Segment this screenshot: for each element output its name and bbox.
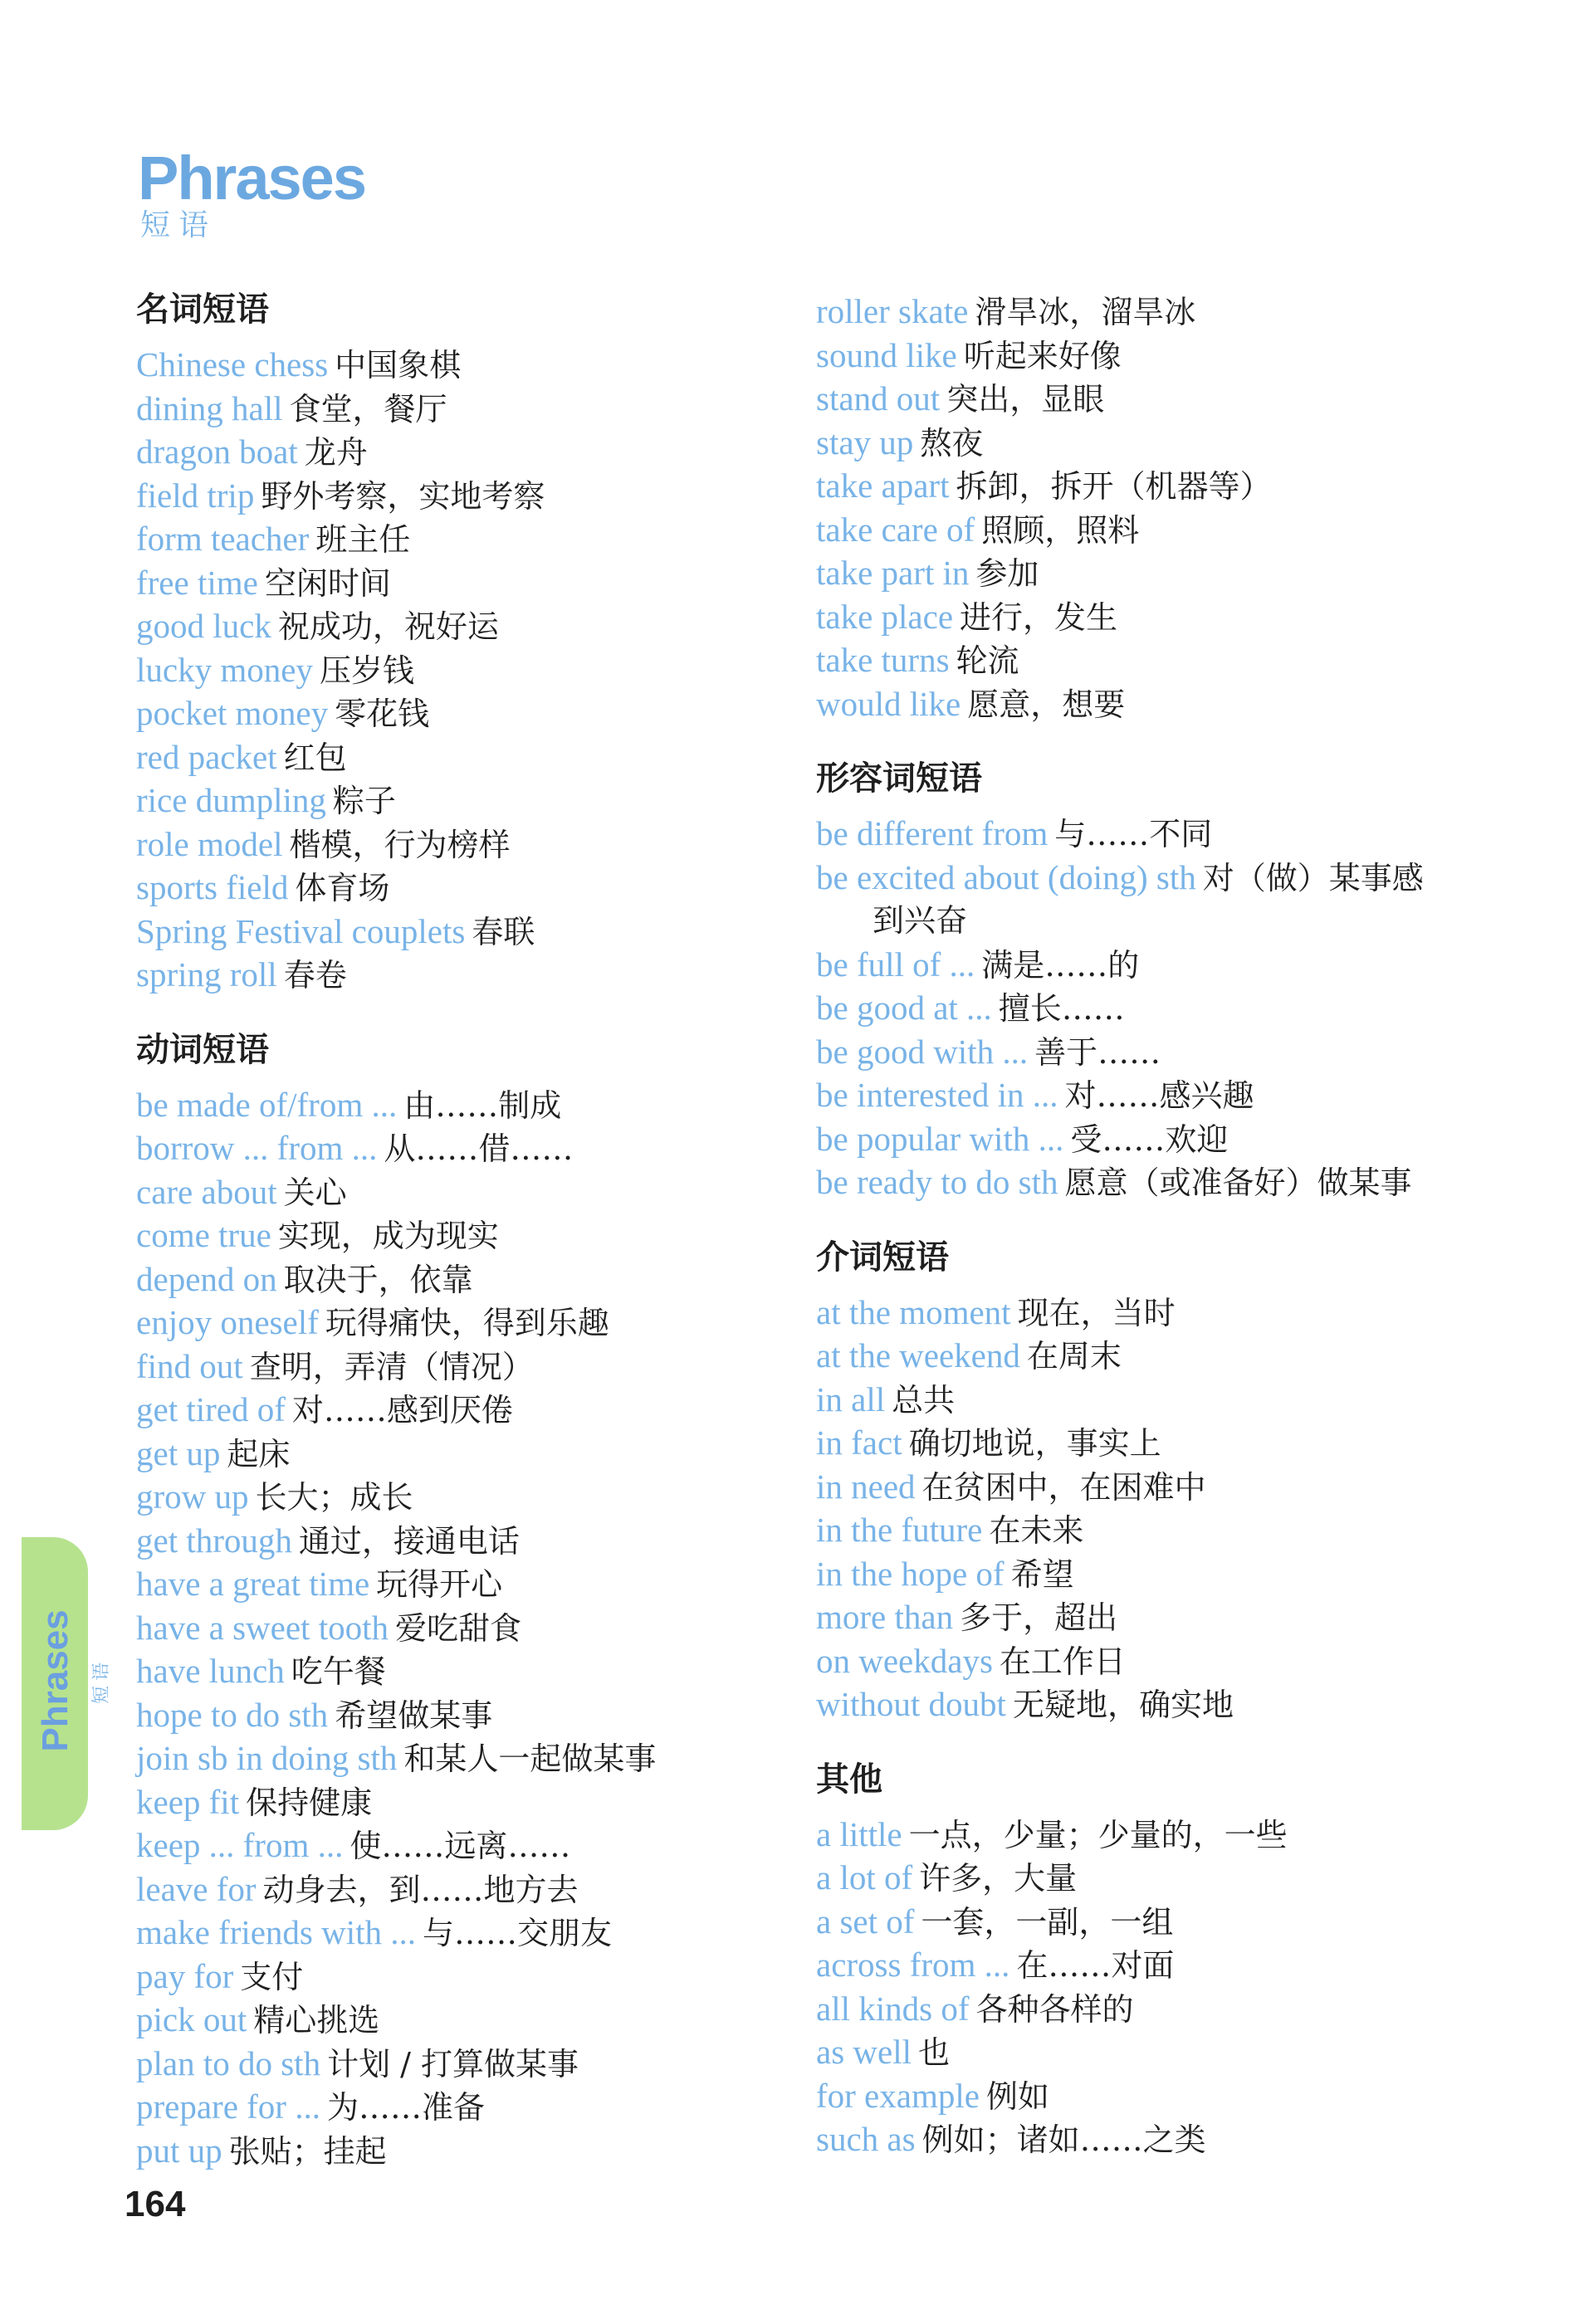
phrase-row [816,1856,1547,1900]
phrase-meaning: 听起来好像 [963,337,1122,374]
phrase-term: find out [136,1346,243,1385]
phrase-term: get up [136,1433,221,1472]
phrase-meaning: 在工作日 [999,1643,1126,1680]
phrase-section [816,757,1547,1204]
phrase-term: good luck [136,607,271,645]
phrase-meaning: 中国象棋 [335,347,462,383]
phrase-term: be good at ... [816,989,992,1027]
phrase-row [136,1213,792,1257]
phrase-term: at the moment [816,1292,1011,1331]
phrase-term: spring roll [136,955,277,994]
phrase-meaning: 在未来 [989,1512,1084,1549]
phrase-row [816,1508,1547,1552]
phrase-row [816,421,1547,465]
phrase-row [136,1649,792,1693]
phrase-meaning: 对……感到厌倦 [291,1392,513,1428]
phrase-row [136,1955,792,1999]
phrase-row [816,551,1547,595]
phrase-term: make friends with ... [136,1913,417,1951]
phrase-row [816,595,1547,639]
phrase-row [816,2074,1547,2118]
phrase-meaning: 轮流 [956,642,1019,679]
phrase-meaning: 与……交朋友 [423,1915,613,1951]
phrase-term: take turns [816,641,950,679]
phrase-meaning: 和某人一起做某事 [403,1741,657,1777]
phrase-meaning: 实现，成为现实 [277,1218,499,1254]
phrase-meaning: 擅长…… [998,990,1125,1027]
phrase-term: such as [816,2120,916,2158]
phrase-row [136,1868,792,1911]
phrase-meaning: 各种各样的 [975,1990,1134,2028]
phrase-term: borrow ... from ... [136,1129,378,1167]
phrase-row [136,343,792,387]
phrase-meaning: 支付 [240,1958,304,1995]
phrase-row [136,1170,792,1214]
phrase-meaning: 关心 [283,1174,347,1211]
phrase-term: dining hall [136,388,283,427]
phrase-meaning: 由……制成 [403,1086,562,1124]
section-heading: 其他 [816,1760,882,1799]
phrase-meaning: 压岁钱 [319,652,414,689]
phrase-row [816,1291,1547,1335]
phrase-term: would like [816,684,961,723]
phrase-term: be ready to do sth [816,1163,1058,1201]
phrase-meaning: 受……欢迎 [1070,1120,1229,1158]
phrase-meaning: 使……远离…… [350,1828,571,1864]
phrase-row [136,1388,792,1432]
phrase-row-continued [816,899,1547,943]
phrase-meaning: 希望做某事 [335,1697,493,1734]
phrase-meaning: 保持健康 [246,1784,373,1821]
phrase-meaning: 祝成功，祝好运 [277,608,499,645]
phrase-row [816,682,1547,726]
phrase-meaning: 张贴；挂起 [228,2132,387,2170]
phrase-meaning-continued: 到兴奋 [873,902,968,939]
phrase-meaning: 起床 [227,1435,291,1472]
phrase-meaning: 动身去，到……地方去 [262,1871,579,1908]
section-heading: 形容词短语 [816,759,982,798]
phrase-term: be excited about (doing) sth [816,857,1196,896]
phrase-row [136,2085,792,2129]
phrase-meaning: 滑旱冰，溜旱冰 [975,294,1196,330]
phrase-term: pay for [136,1956,234,1995]
phrase-term: get through [136,1521,292,1560]
side-tab-sublabel: 短语 [91,1657,112,1705]
phrase-meaning: 零花钱 [335,696,430,732]
phrase-meaning: 在……对面 [1016,1947,1175,1984]
phrase-meaning: 参加 [975,555,1039,592]
phrase-term: more than [816,1598,954,1636]
phrase-row [136,1432,792,1476]
phrase-row [136,1126,792,1170]
phrase-meaning: 粽子 [332,783,396,819]
phrase-row [816,1595,1547,1639]
phrase-meaning: 熬夜 [920,424,984,461]
phrase-row [816,334,1547,378]
phrase-term: have a great time [136,1565,370,1603]
phrase-meaning: 在贫困中，在困难中 [921,1468,1206,1506]
phrase-term: in all [816,1379,886,1418]
phrase-meaning: 愿意，想要 [967,686,1126,723]
phrase-section [136,288,792,997]
phrase-row [136,1301,792,1345]
phrase-meaning: 玩得痛快，得到乐趣 [325,1305,609,1341]
phrase-meaning: 许多，大量 [919,1860,1078,1897]
phrase-section [816,1236,1547,1726]
phrase-term: leave for [136,1869,257,1908]
phrase-term: roller skate [816,292,969,330]
phrase-row [816,1682,1547,1726]
phrase-term: all kinds of [816,1989,970,2028]
page-title: Phrases [138,144,365,212]
phrase-term: depend on [136,1259,277,1298]
phrase-meaning: 突出，显眼 [946,381,1105,417]
phrase-term: take part in [816,554,970,592]
phrase-term: sound like [816,335,957,374]
phrase-meaning: 精心挑选 [253,2002,380,2038]
phrase-row [816,986,1547,1030]
phrase-meaning: 例如；诸如……之类 [921,2121,1206,2158]
phrase-row [136,1562,792,1606]
phrase-term: across from ... [816,1946,1010,1984]
phrase-section [816,290,1547,725]
phrase-row [136,779,792,823]
phrase-row [816,1813,1547,1857]
phrase-row [136,1824,792,1868]
phrase-row [136,1736,792,1780]
phrase-term: keep ... from ... [136,1826,344,1864]
phrase-meaning: 与……不同 [1054,816,1213,852]
phrase-term: have a sweet tooth [136,1608,389,1647]
phrase-meaning: 满是……的 [981,946,1140,984]
phrase-term: without doubt [816,1685,1006,1723]
phrase-row [816,1943,1547,1987]
phrase-term: for example [816,2076,980,2115]
phrase-row [816,1160,1547,1204]
phrase-meaning: 龙舟 [304,434,368,471]
phrase-term: free time [136,563,258,602]
phrase-term: stand out [816,379,941,417]
phrase-meaning: 对（做）某事感 [1202,859,1424,896]
phrase-row [136,2129,792,2173]
phrase-term: get tired of [136,1390,286,1428]
phrase-meaning: 玩得开心 [376,1566,503,1603]
phrase-row [816,2030,1547,2074]
phrase-row [136,1606,792,1650]
phrase-term: in need [816,1467,916,1506]
phrase-row [816,812,1547,856]
phrase-meaning: 照顾，照料 [981,511,1140,549]
phrase-term: have lunch [136,1652,285,1690]
phrase-row [136,1693,792,1737]
section-heading: 名词短语 [136,290,269,329]
phrase-row [136,1345,792,1389]
phrase-term: role model [136,824,283,863]
phrase-section [816,1758,1547,2161]
phrase-meaning: 例如 [985,2077,1049,2115]
phrase-term: on weekdays [816,1641,993,1680]
phrase-row [816,1421,1547,1465]
phrase-row [136,910,792,954]
phrase-row [136,1519,792,1563]
phrase-meaning: 红包 [283,739,347,776]
phrase-term: grow up [136,1477,249,1516]
phrase-term: field trip [136,476,255,515]
phrase-row [816,1639,1547,1683]
phrase-row [816,1030,1547,1074]
phrase-term: prepare for ... [136,2087,320,2126]
left-column [136,288,792,2172]
phrase-row [816,377,1547,421]
phrase-meaning: 春卷 [283,957,347,994]
phrase-row [816,508,1547,552]
phrase-row [136,474,792,518]
phrase-row [136,1780,792,1824]
phrase-row [136,866,792,910]
phrase-meaning: 取决于，依靠 [283,1261,473,1298]
phrase-row [136,1911,792,1955]
phrase-row [816,290,1547,334]
phrase-term: form teacher [136,520,310,558]
phrase-meaning: 在周末 [1026,1338,1122,1374]
phrase-row [816,2117,1547,2161]
phrase-term: take care of [816,510,975,549]
phrase-meaning: 计划 / 打算做某事 [327,2045,579,2082]
phrase-meaning: 多于，超出 [960,1599,1118,1636]
phrase-row [136,735,792,779]
phrase-term: enjoy oneself [136,1303,319,1341]
phrase-row [136,430,792,474]
phrase-row [816,856,1547,900]
phrase-meaning: 现在，当时 [1017,1294,1176,1331]
phrase-term: be interested in ... [816,1076,1058,1114]
phrase-meaning: 班主任 [315,521,411,558]
phrase-term: a lot of [816,1858,913,1897]
phrase-term: pick out [136,2000,247,2038]
phrase-meaning: 愿意（或准备好）做某事 [1064,1164,1412,1201]
page-subtitle: 短语 [140,208,218,242]
phrase-meaning: 野外考察，实地考察 [261,477,545,515]
phrase-meaning: 爱吃甜食 [394,1609,521,1647]
phrase-meaning: 也 [918,2034,951,2071]
phrase-meaning: 一套，一副，一组 [921,1903,1174,1941]
phrase-row [816,1987,1547,2031]
phrase-row [136,2042,792,2086]
phrase-row [136,1475,792,1519]
phrase-meaning: 通过，接通电话 [298,1522,520,1560]
phrase-term: take place [816,597,954,636]
phrase-row [816,638,1547,682]
phrase-row [136,1257,792,1301]
phrase-term: be made of/from ... [136,1085,398,1124]
phrase-row [136,561,792,605]
phrase-row [816,1117,1547,1161]
phrase-row [136,1083,792,1127]
phrase-row [816,1552,1547,1596]
phrase-row [816,1465,1547,1509]
phrase-meaning: 对……感兴趣 [1064,1077,1254,1114]
phrase-meaning: 拆卸，拆开（机器等） [956,468,1272,505]
phrase-term: be full of ... [816,945,975,984]
phrase-term: rice dumpling [136,781,326,819]
phrase-term: in the future [816,1511,983,1549]
phrase-meaning: 食堂，餐厅 [289,390,447,427]
phrase-term: sports field [136,868,289,906]
phrase-term: a little [816,1814,902,1853]
phrase-row [136,604,792,648]
phrase-meaning: 吃午餐 [291,1653,386,1690]
phrase-row [136,517,792,561]
phrase-term: be different from [816,814,1049,852]
phrase-row [816,464,1547,508]
phrase-term: Spring Festival couplets [136,911,466,950]
phrase-term: join sb in doing sth [136,1739,398,1777]
phrase-meaning: 总共 [892,1381,956,1418]
phrase-meaning: 体育场 [295,870,390,906]
phrase-meaning: 确切地说，事实上 [908,1425,1161,1462]
phrase-row [816,943,1547,987]
phrase-term: as well [816,2033,912,2071]
phrase-term: plan to do sth [136,2043,321,2082]
phrase-meaning: 查明，弄清（情况） [249,1348,534,1385]
phrase-row [136,648,792,692]
phrase-row [136,953,792,997]
phrase-term: stay up [816,422,914,461]
side-tab-label: Phrases [35,1609,76,1752]
section-heading: 动词短语 [136,1030,269,1069]
phrase-row [136,1998,792,2042]
phrase-row [816,1073,1547,1117]
right-column [816,290,1547,2161]
phrase-meaning: 善于…… [1034,1033,1161,1071]
phrase-term: red packet [136,737,277,776]
phrase-term: Chinese chess [136,345,329,383]
phrase-meaning: 无疑地，确实地 [1012,1687,1234,1723]
phrase-term: keep fit [136,1782,240,1821]
phrase-term: come true [136,1216,271,1254]
phrase-term: put up [136,2131,222,2170]
phrase-term: in the hope of [816,1554,1005,1593]
phrase-meaning: 长大；成长 [255,1479,413,1516]
phrase-row [816,1334,1547,1378]
phrase-meaning: 春联 [472,913,535,950]
phrase-term: at the weekend [816,1336,1020,1374]
side-thumb-tab [22,1537,88,1830]
phrase-term: hope to do sth [136,1695,329,1734]
phrase-meaning: 为……准备 [326,2089,485,2126]
phrase-meaning: 空闲时间 [264,564,391,602]
phrase-row [136,823,792,867]
phrase-meaning: 进行，发生 [960,598,1118,636]
phrase-term: pocket money [136,694,329,732]
phrase-term: be good with ... [816,1032,1029,1071]
phrase-row [136,387,792,431]
phrase-meaning: 楷模，行为榜样 [289,826,511,863]
phrase-row [136,691,792,735]
section-heading: 介词短语 [816,1238,949,1277]
phrase-term: a set of [816,1902,915,1941]
phrase-section [136,1028,792,2173]
phrase-meaning: 希望 [1010,1555,1074,1593]
phrase-meaning: 一点，少量；少量的，一些 [908,1816,1288,1853]
phrase-meaning: 从……借…… [384,1130,574,1167]
phrase-term: in fact [816,1423,902,1462]
page-number: 164 [125,2184,186,2224]
phrase-row [816,1900,1547,1944]
phrase-row [816,1378,1547,1422]
phrase-term: be popular with ... [816,1119,1064,1158]
phrase-term: lucky money [136,650,313,689]
phrase-term: take apart [816,466,950,505]
phrase-term: care about [136,1172,277,1211]
phrase-term: dragon boat [136,432,298,471]
